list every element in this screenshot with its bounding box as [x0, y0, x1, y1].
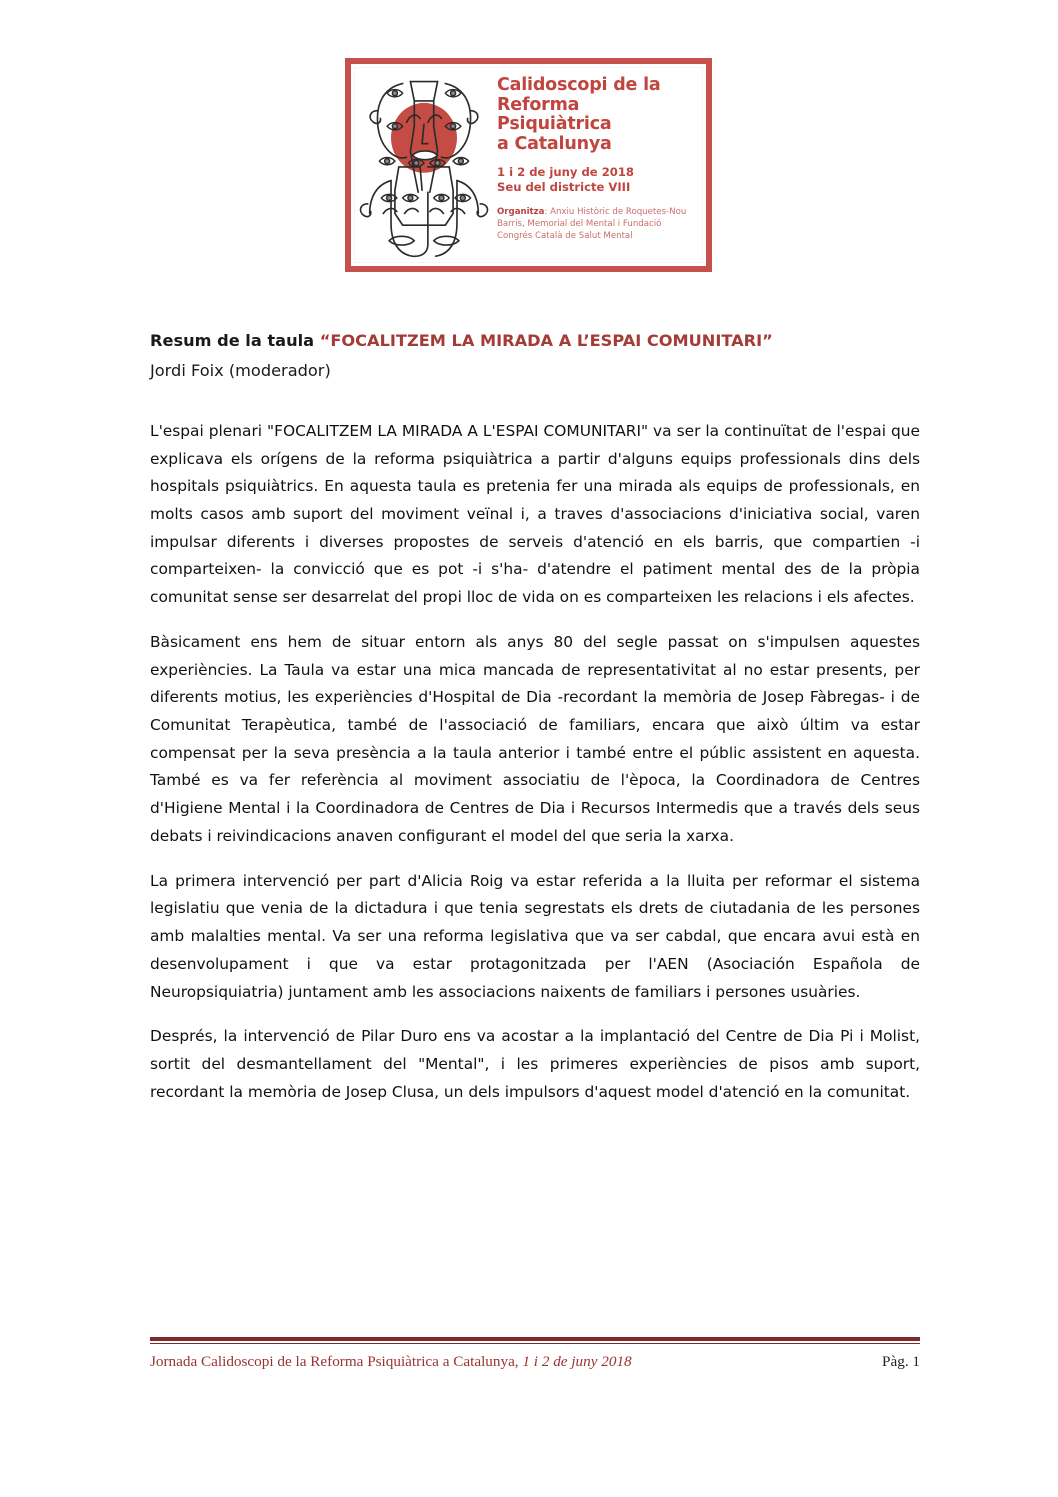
- footer-event-dates: 1 i 2 de juny 2018: [522, 1353, 632, 1370]
- poster-inner-frame: [354, 67, 703, 263]
- poster-event-details: [497, 165, 696, 195]
- poster-title-line-2: Reforma Psiquiàtrica: [497, 94, 612, 135]
- poster-venue: Seu del districte VIII: [497, 180, 631, 195]
- poster-organizer-text: : Anxiu Històric de Roquetes-Nou Barris, Memorial del Mental i Fundació Congrés Català de Salut Mental: [497, 207, 687, 242]
- paragraph: Bàsicament ens hem de situar entorn als anys 80 del segle passat on s'impulsen aquestes experiències. La Taula va estar una mica mancada de representativitat al no estar presents, per diferents motius, les experiències d'Hospital de Dia -recordant la memòria de Josep Fàbregas- i de Comunitat Terapèutica, també de l'associació de familiars, encara que això últim va estar compensat per la seva presència a la taula anterior i també entre el públic assistent en aquesta. També es va fer referència al moviment associatiu de l'època, la Coordinadora de Centres d'Higiene Mental i la Coordinadora de Centres de Dia i Recursos Intermedis que a través dels seus debats i reivindicacions anaven configurant el model del que seria la xarxa.: [150, 632, 920, 845]
- paragraph: La primera intervenció per part d'Alicia Roig va estar referida a la lluita per reformar el sistema legislatiu que venia de la dictadura i que tenia segrestats els drets de ciutadania de les persones amb malalties mental. Va ser una reforma legislativa que va ser cabdal, que encara avui està en desenvolupament i que va estar protagonitzada per l'AEN (Asociación Española de Neuropsiquiatria) juntament amb les associacions naixents de familiars i persones usuàries.: [150, 871, 920, 1001]
- page-footer: [150, 1337, 920, 1371]
- poster-date: 1 i 2 de juny de 2018: [497, 165, 634, 180]
- page-title-lead: Resum de la taula: [150, 331, 320, 350]
- poster-title-line-1: Calidoscopi de la: [497, 75, 661, 95]
- paragraph: Després, la intervenció de Pilar Duro ens va acostar a la implantació del Centre de Dia Pi i Molist, sortit del desmantellament del "Mental", i les primeres experiències de pisos amb suport, recordant la memòria de Josep Clusa, un dels impulsors d'aquest model d'atenció en la comunitat.: [150, 1027, 920, 1101]
- poster-title-line-3: a Catalunya: [497, 133, 612, 154]
- poster-title: [497, 76, 696, 154]
- kaleidoscope-faces-artwork: [355, 68, 493, 262]
- footer-divider-thin: [150, 1343, 920, 1345]
- page-title: [150, 330, 920, 352]
- moderator-byline: Jordi Foix (moderador): [150, 360, 331, 380]
- event-poster-image: [345, 58, 712, 272]
- poster-organizer-label: Organitza: [497, 207, 545, 218]
- page-title-quoted: “FOCALITZEM LA MIRADA A L’ESPAI COMUNITARI”: [319, 331, 773, 350]
- footer-event-label: [150, 1353, 632, 1371]
- paragraph: L'espai plenari "FOCALITZEM LA MIRADA A L'ESPAI COMUNITARI" va ser la continuïtat de l'espai que explicava els orígens de la reforma psiquiàtrica a partir d'alguns equips professionals dins dels hospitals psiquiàtrics. En aquesta taula es pretenia fer una mirada als equips de professionals, en molts casos amb suport del moviment veïnal i, a traves d'associacions d'iniciativa social, varen impulsar diferents i diverses propostes de serveis d'atenció en els barris, que compartien -i comparteixen- la convicció que es pot -i s'ha- d'atendre el patiment mental des de la pròpia comunitat sense ser desarrelat del propi lloc de vida on es comparteixen les relacions i els afectes.: [150, 421, 920, 607]
- footer-event-name: Jornada Calidoscopi de la Reforma Psiquiàtrica a Catalunya,: [150, 1353, 523, 1370]
- poster-text-block: [493, 68, 702, 243]
- poster-organizers: [497, 206, 687, 243]
- page-number: Pàg. 1: [882, 1353, 920, 1370]
- footer-content-row: [150, 1353, 920, 1371]
- document-body: [150, 330, 920, 1106]
